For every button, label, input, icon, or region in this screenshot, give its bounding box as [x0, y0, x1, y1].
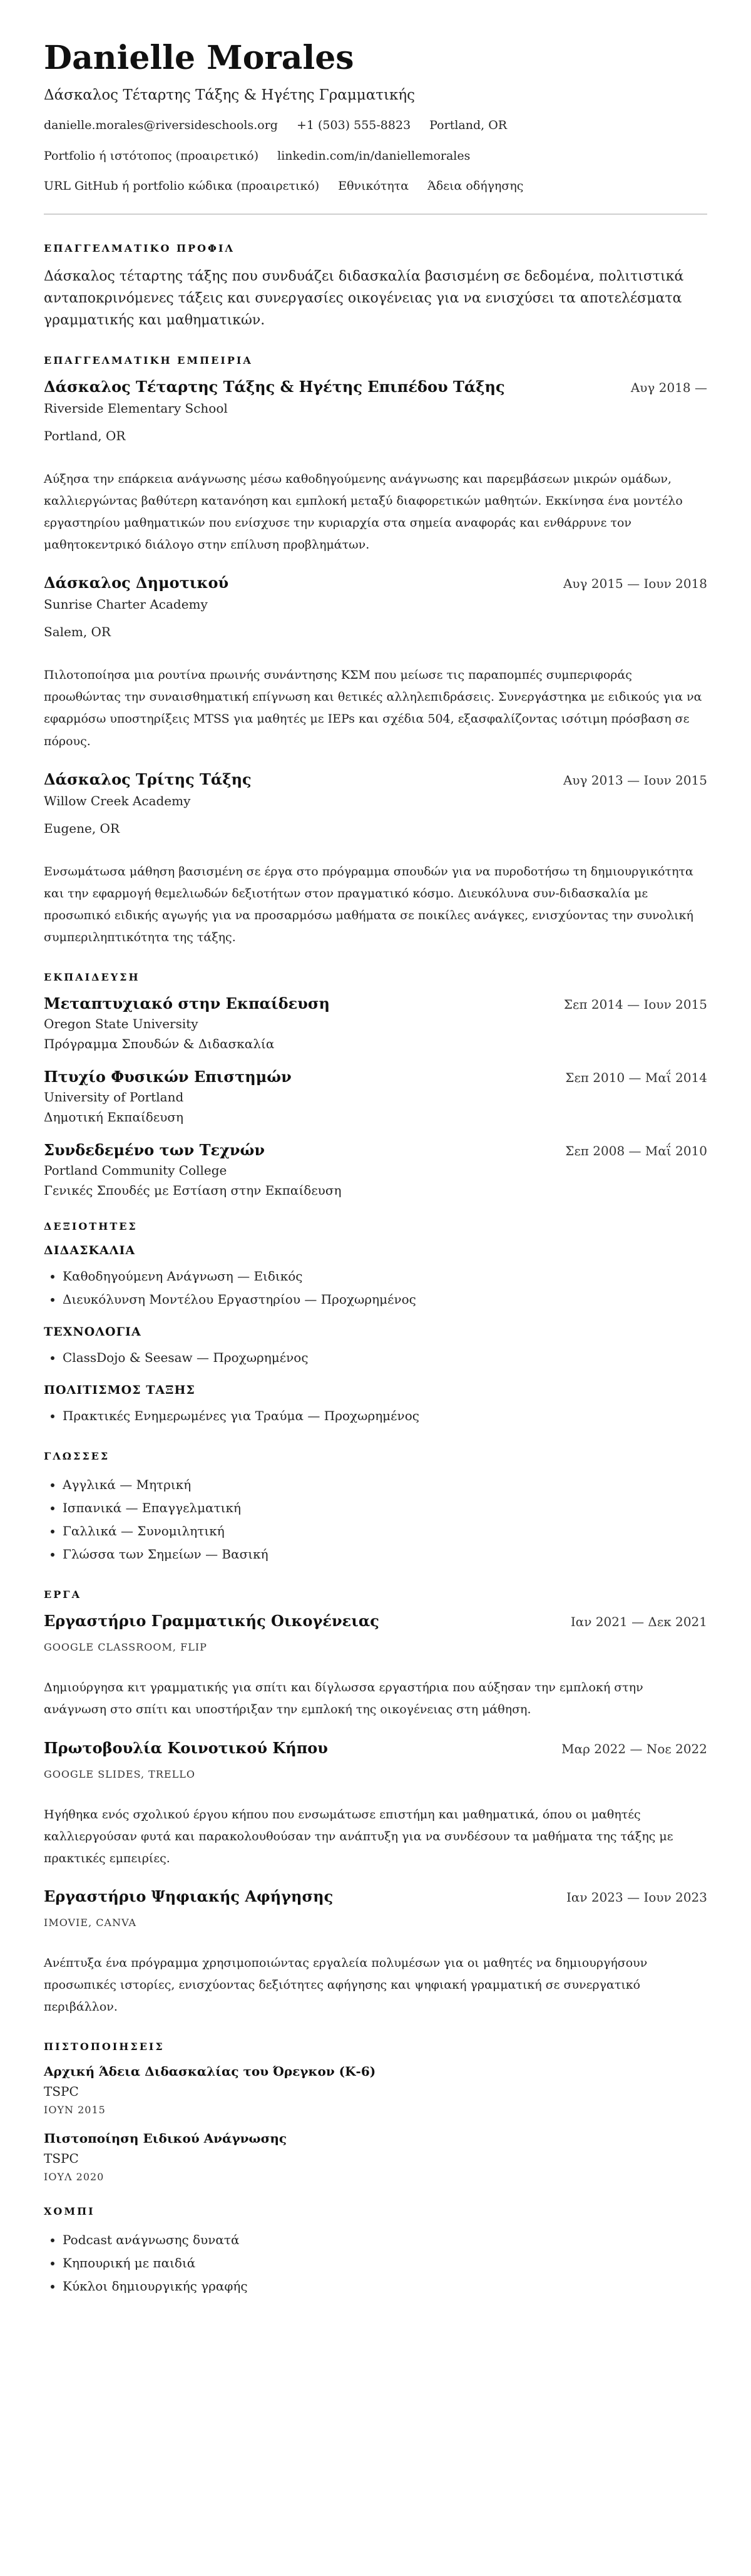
- project-dates: Ιαν 2023 — Ιουν 2023: [566, 1889, 707, 1905]
- project-entry: [44, 1739, 707, 1870]
- education-dates: Σεπ 2008 — Μαΐ 2010: [565, 1143, 707, 1159]
- profile-summary: Δάσκαλος τέταρτης τάξης που συνδυάζει διδασκαλία βασισμένη σε δεδομένα, πολιτιστικά ανταποκρινόμενες τάξεις και συνεργασίες οικογένειας για να ενισχύσει τα αποτελέσματα γραμματικής και μαθηματικών.: [44, 268, 684, 329]
- language-item: • Ισπανικά — Επαγγελματική: [63, 1497, 707, 1520]
- school: Portland Community College: [44, 1163, 227, 1178]
- certification-issuer: TSPC: [44, 2084, 79, 2099]
- links-row: [44, 148, 707, 165]
- degree: Μεταπτυχιακό στην Εκπαίδευση: [44, 994, 330, 1013]
- employer: Sunrise Charter Academy: [44, 597, 208, 612]
- project-title: Πρωτοβουλία Κοινοτικού Κήπου: [44, 1738, 328, 1757]
- project-description: Ανέπτυξα ένα πρόγραμμα χρησιμοποιώντας εργαλεία πολυμέσων για οι μαθητές να δημιουργήσουν προσωπικές ιστορίες, ενισχύοντας δεξιότητες αφήγησης και ψηφιακή γραμματική σε συνεργατικό περιβάλλον.: [44, 1955, 648, 2014]
- skill-list: [44, 1346, 707, 1369]
- education-dates: Σεπ 2014 — Ιουν 2015: [563, 997, 707, 1012]
- section-title: ΠΙΣΤΟΠΟΙΗΣΕΙΣ: [44, 2041, 165, 2053]
- skill-list: [44, 1404, 707, 1428]
- school: Oregon State University: [44, 1016, 198, 1032]
- project-tech: IMOVIE, CANVA: [44, 1916, 137, 1929]
- languages-section: [44, 1450, 707, 1566]
- experience-entry: [44, 378, 707, 557]
- job-location: Portland, OR: [44, 428, 126, 443]
- candidate-title: Δάσκαλος Τέταρτης Τάξης & Ηγέτης Γραμματικής: [44, 87, 416, 104]
- hobby-item: • Podcast ανάγνωσης δυνατά: [63, 2228, 707, 2252]
- education-dates: Σεπ 2010 — Μαΐ 2014: [565, 1070, 707, 1086]
- language-item: • Αγγλικά — Μητρική: [63, 1473, 707, 1497]
- field-of-study: Γενικές Σπουδές με Εστίαση στην Εκπαίδευση: [44, 1183, 342, 1198]
- candidate-name: Danielle Morales: [44, 39, 354, 77]
- project-tech: GOOGLE SLIDES, TRELLO: [44, 1768, 195, 1780]
- skill-item: • ClassDojo & Seesaw — Προχωρημένος: [63, 1346, 707, 1369]
- project-description: Δημιούργησα κιτ γραμματικής για σπίτι και δίγλωσσα εργαστήρια που αύξησαν την εμπλοκή στην ανάγνωση στο σπίτι και υποστήριξαν την εμπλοκή της οικογένειας στη μάθηση.: [44, 1681, 643, 1717]
- project-dates: Μαρ 2022 — Νοε 2022: [561, 1741, 707, 1756]
- project-title: Εργαστήριο Ψηφιακής Αφήγησης: [44, 1887, 334, 1905]
- education-entry: [44, 994, 707, 1051]
- certification-title: Αρχική Άδεια Διδασκαλίας του Όρεγκον (Κ-6): [44, 2064, 376, 2079]
- job-location: Eugene, OR: [44, 820, 120, 836]
- certification-entry: [44, 2064, 707, 2116]
- experience-section: [44, 354, 707, 949]
- job-location: Salem, OR: [44, 624, 111, 640]
- language-item: • Γαλλικά — Συνομιλητική: [63, 1520, 707, 1543]
- job-title: Δάσκαλος Τέταρτης Τάξης & Ηγέτης Επιπέδου Τάξης: [44, 377, 505, 396]
- education-entry: [44, 1068, 707, 1125]
- job-title: Δάσκαλος Δημοτικού: [44, 574, 229, 592]
- nationality: Εθνικότητα: [338, 179, 409, 193]
- section-title: ΕΠΑΓΓΕΛΜΑΤΙΚΟ ΠΡΟΦΙΛ: [44, 242, 235, 254]
- skills-section: [44, 1220, 707, 1428]
- skill-category: ΤΕΧΝΟΛΟΓΙΑ: [44, 1325, 141, 1339]
- certification-entry: [44, 2131, 707, 2183]
- extra-row: [44, 178, 707, 195]
- job-description: Ενσωμάτωσα μάθηση βασισμένη σε έργα στο πρόγραμμα σπουδών για να πυροδοτήσω τη δημιουργικότητα και την εφαρμογή θεμελιωδών δεξιοτήτων στον πραγματικό κόσμο. Διευκόλυνα συν-διδασκαλία με προσωπικό ειδικής αγωγής για να προσαρμόσω μαθήματα σε ποικίλες ανάγκες, ενισχύοντας την συνολική συμπεριληπτικότητα της τάξης.: [44, 864, 693, 945]
- employer: Willow Creek Academy: [44, 793, 191, 808]
- email-link[interactable]: danielle.morales@riversideschools.org: [44, 118, 278, 133]
- degree: Συνδεδεμένο των Τεχνών: [44, 1141, 265, 1160]
- certification-issuer: TSPC: [44, 2151, 79, 2166]
- job-description: Πιλοτοποίησα μια ρουτίνα πρωινής συνάντησης ΚΣΜ που μείωσε τις παραπομπές συμπεριφοράς προωθώντας την συναισθηματική επίγνωση και θετικές αλληλεπιδράσεις. Συνεργάστηκα με ειδικούς για να εφαρμόσω υποστηρίξεις MTSS για μαθητές με IEPs και σχέδια 504, εξασφαλίζοντας ισότιμη πρόσβαση σε πόρους.: [44, 668, 702, 748]
- certifications-section: [44, 2041, 707, 2183]
- section-title: ΕΡΓΑ: [44, 1589, 81, 1601]
- portfolio-link[interactable]: Portfolio ή ιστότοπος (προαιρετικό): [44, 148, 259, 163]
- field-of-study: Πρόγραμμα Σπουδών & Διδασκαλία: [44, 1036, 275, 1052]
- project-dates: Ιαν 2021 — Δεκ 2021: [570, 1614, 707, 1630]
- section-title: ΕΚΠΑΙΔΕΥΣΗ: [44, 971, 140, 984]
- header-divider: [44, 214, 707, 215]
- education-section: [44, 971, 707, 1198]
- section-title: ΕΠΑΓΓΕΛΜΑΤΙΚΗ ΕΜΠΕΙΡΙΑ: [44, 354, 253, 366]
- skill-item: • Καθοδηγούμενη Ανάγνωση — Ειδικός: [63, 1265, 707, 1288]
- project-title: Εργαστήριο Γραμματικής Οικογένειας: [44, 1612, 379, 1631]
- github-link[interactable]: URL GitHub ή portfolio κώδικα (προαιρετικό): [44, 179, 320, 193]
- section-title: ΓΛΩΣΣΕΣ: [44, 1450, 110, 1463]
- job-description: Αύξησα την επάρκεια ανάγνωσης μέσω καθοδηγούμενης ανάγνωσης και παρεμβάσεων μικρών ομάδων, καλλιεργώντας βαθύτερη κατανόηση και εμπλοκή μεταξύ διαφορετικών μαθητών. Εκκίνησα ένα μοντέλο εργαστηρίου μαθηματικών που ενίσχυσε την κυριαρχία στα σημεία αναφοράς και ενθάρρυνε τον μαθητοκεντρικό διάλογο στην επίλυση προβλημάτων.: [44, 471, 683, 552]
- linkedin-link[interactable]: linkedin.com/in/daniellemorales: [277, 148, 471, 163]
- job-dates: Αυγ 2018 —: [630, 379, 707, 395]
- skill-list: [44, 1265, 707, 1311]
- hobbies-section: [44, 2205, 707, 2298]
- certification-title: Πιστοποίηση Ειδικού Ανάγνωσης: [44, 2131, 287, 2146]
- experience-entry: [44, 574, 707, 753]
- employer: Riverside Elementary School: [44, 400, 228, 416]
- section-title: ΧΟΜΠΙ: [44, 2205, 95, 2218]
- resume-header: [44, 40, 707, 195]
- project-entry: [44, 1887, 707, 2018]
- language-item: • Γλώσσα των Σημείων — Βασική: [63, 1543, 707, 1566]
- skill-item: • Πρακτικές Ενημερωμένες για Τραύμα — Προχωρημένος: [63, 1404, 707, 1428]
- projects-section: [44, 1589, 707, 2018]
- project-description: Ηγήθηκα ενός σχολικού έργου κήπου που ενσωμάτωσε επιστήμη και μαθηματικά, όπου οι μαθητές καλλιεργούσαν φυτά και παρακολουθούσαν την ανάπτυξη για να συνδέσουν τα μαθήματα της τάξης με πρακτικές εμπειρίες.: [44, 1807, 673, 1865]
- driving-license: Άδεια οδήγησης: [427, 179, 524, 193]
- hobby-item: • Κηπουρική με παιδιά: [63, 2252, 707, 2275]
- skill-category: ΠΟΛΙΤΙΣΜΟΣ ΤΑΞΗΣ: [44, 1383, 195, 1398]
- hobby-list: [44, 2228, 707, 2298]
- hobby-item: • Κύκλοι δημιουργικής γραφής: [63, 2275, 707, 2298]
- school: University of Portland: [44, 1090, 184, 1105]
- job-dates: Αυγ 2015 — Ιουν 2018: [563, 576, 707, 592]
- job-title: Δάσκαλος Τρίτης Τάξης: [44, 770, 252, 788]
- certification-date: ΙΟΥΛ 2020: [44, 2171, 105, 2183]
- project-tech: GOOGLE CLASSROOM, FLIP: [44, 1641, 207, 1654]
- job-dates: Αυγ 2013 — Ιουν 2015: [563, 772, 707, 788]
- phone-number[interactable]: +1 (503) 555-8823: [296, 118, 411, 133]
- language-list: [44, 1473, 707, 1566]
- skill-category: ΔΙΔΑΣΚΑΛΙΑ: [44, 1244, 136, 1258]
- field-of-study: Δημοτική Εκπαίδευση: [44, 1110, 183, 1125]
- experience-entry: [44, 770, 707, 949]
- section-title: ΔΕΞΙΟΤΗΤΕΣ: [44, 1220, 138, 1233]
- education-entry: [44, 1141, 707, 1198]
- project-entry: [44, 1612, 707, 1721]
- certification-date: ΙΟΥΝ 2015: [44, 2104, 106, 2116]
- degree: Πτυχίο Φυσικών Επιστημών: [44, 1068, 292, 1086]
- contact-row: [44, 117, 707, 134]
- profile-section: [44, 242, 707, 332]
- skill-item: • Διευκόλυνση Μοντέλου Εργαστηρίου — Προχωρημένος: [63, 1288, 707, 1311]
- location: Portland, OR: [429, 118, 508, 133]
